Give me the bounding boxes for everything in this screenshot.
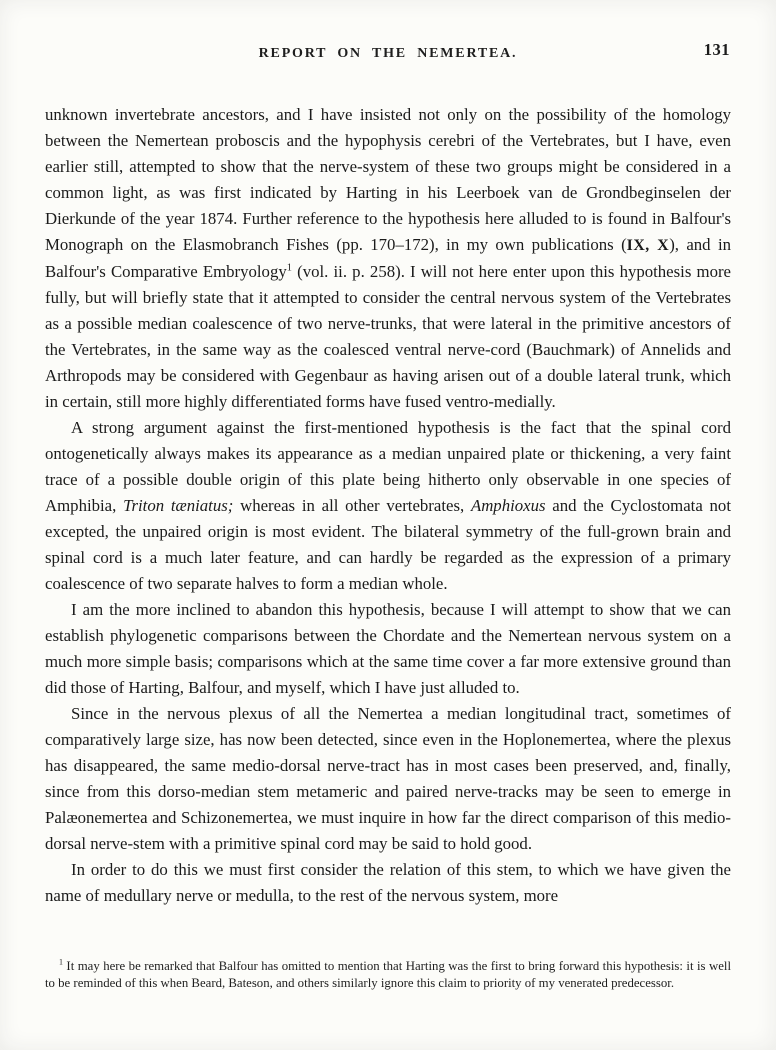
footnote-paragraph xyxy=(45,958,731,992)
footnote-reference: 1 xyxy=(286,262,292,274)
paragraph-text: whereas in all other vertebrates, xyxy=(233,496,471,515)
paragraph-text: (vol. ii. p. 258). I will not here enter upon this hypothesis more fully, but will briefly state that it attempted to consider the central nervous system of the Vertebrates as a possible median coalescence of two nerve-trunks, that were lateral in the primitive ancestors of the Vertebrates, in the same way as the coalesced ventral nerve-cord (Bauchmark) of Annelids and Arthropods may be considered with Gegenbaur as having arisen out of a double lateral trunk, which in certain, still more highly differentiated forms have fused ventro-medially. xyxy=(45,262,731,411)
paragraph-5 xyxy=(45,857,731,909)
paragraph-text: I am the more inclined to abandon this hypothesis, because I will attempt to show that we can establish phylogenetic comparisons between the Chordate and the Nemertean nervous system on a much more simple basis; comparisons which at the same time cover a far more extensive ground than did those of Harting, Balfour, and myself, which I have just alluded to. xyxy=(45,600,731,697)
footnote-marker: 1 xyxy=(59,957,63,967)
citation-smallcaps: IX, X xyxy=(626,237,670,254)
footnote xyxy=(45,958,731,992)
footnote-text: It may here be remarked that Balfour has omitted to mention that Harting was the first to bring forward this hypothesis: it is well to be reminded of this when Beard, Bateson, and others similarly ignore this claim to priority of my venerated predecessor. xyxy=(45,959,731,990)
page-header xyxy=(46,40,730,68)
paragraph-text: unknown invertebrate ancestors, and I have insisted not only on the possibility of the homology between the Nemertean proboscis and the hypophysis cerebri of the Vertebrates, but I have, even earlier still, attempted to show that the nerve-system of these two groups might be considered in a common light, as was first indicated by Harting in his Leerboek van de Grondbeginselen der Dierkunde of the year 1874. Further reference to the hypothesis here alluded to is found in Balfour's Monograph on the Elasmobranch Fishes (pp. 170–172), in my own publications ( xyxy=(45,105,731,254)
paragraph-text: A strong argument against the first-mentioned hypothesis is the fact that the spinal cord ontogenetically always makes its appearance as a median unpaired plate or thickening, a very faint trace of a possible double origin of this plate being hitherto only observable in one species of Amphibia, xyxy=(45,418,731,515)
paragraph-1 xyxy=(45,102,731,415)
species-name-italic: Triton tæniatus; xyxy=(123,496,234,515)
body-text xyxy=(45,102,731,909)
running-title: REPORT ON THE NEMERTEA. xyxy=(258,46,518,61)
paragraph-text: Since in the nervous plexus of all the Nemertea a median longitudinal tract, sometimes of comparatively large size, has now been detected, since even in the Hoplonemertea, where the plexus has disappeared, the same medio-dorsal nerve-tract has in most cases been preserved, and, finally, since from this dorso-median stem metameric and paired nerve-tracks may be seen to emerge in Palæonemertea and Schizonemertea, we must inquire in how far the direct comparison of this medio-dorsal nerve-stem with a primitive spinal cord may be said to hold good. xyxy=(45,704,731,853)
page-number: 131 xyxy=(703,40,730,59)
paragraph-4 xyxy=(45,701,731,857)
paragraph-text: and the Cyclostomata not excepted, the unpaired origin is most evident. The bilateral symmetry of the full-grown brain and spinal cord is a much later feature, and can hardly be regarded as the expression of a primary coalescence of two separate halves to form a median whole. xyxy=(45,496,731,593)
genus-name-italic: Amphioxus xyxy=(470,496,546,515)
paragraph-3 xyxy=(45,597,731,701)
paragraph-text: In order to do this we must first consider the relation of this stem, to which we have given the name of medullary nerve or medulla, to the rest of the nervous system, more xyxy=(45,860,731,905)
paragraph-text: ), and in Balfour's Comparative Embryology xyxy=(45,235,731,281)
paragraph-2 xyxy=(45,415,731,597)
